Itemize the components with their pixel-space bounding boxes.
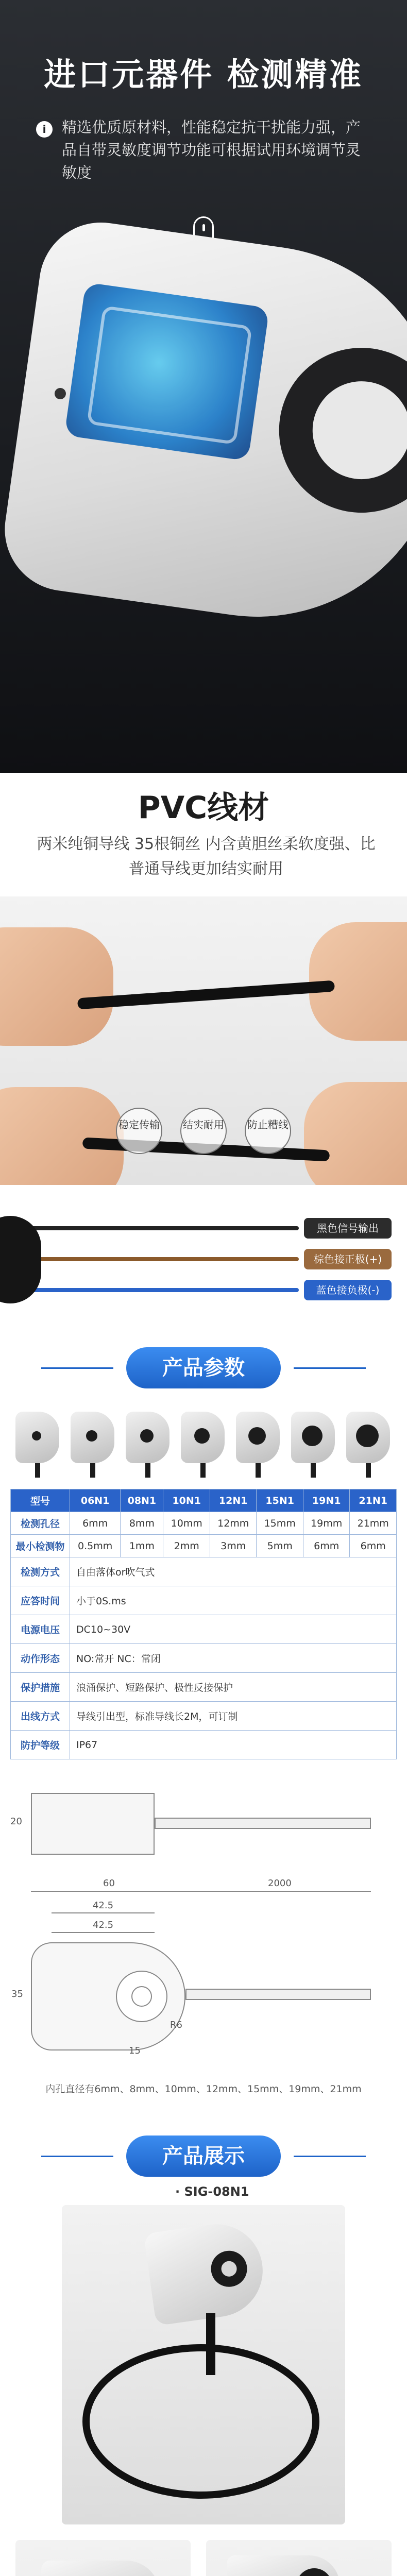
- params-header: [0, 1340, 407, 1396]
- table-row: [11, 1673, 397, 1702]
- wire-black: [10, 1226, 299, 1230]
- table-key: 防护等级: [11, 1731, 70, 1759]
- table-cell: 19mm: [303, 1512, 349, 1535]
- feature-badge: 结实耐用: [180, 1108, 227, 1154]
- table-cell: 8mm: [121, 1512, 163, 1535]
- table-key: 应答时间: [11, 1586, 70, 1615]
- cable-image: [206, 2313, 215, 2375]
- wire-blue: [10, 1288, 299, 1292]
- table-key: 出线方式: [11, 1702, 70, 1731]
- table-cell: 6mm: [350, 1535, 397, 1557]
- model-images: [15, 1396, 392, 1484]
- table-row: [11, 1512, 397, 1535]
- section-title: 产品展示: [126, 2136, 281, 2177]
- table-key: 电源电压: [11, 1615, 70, 1644]
- cable-image: [77, 980, 335, 1010]
- params-section: [0, 1396, 407, 2128]
- table-cell: 10N1: [163, 1489, 210, 1512]
- dim-label: 35: [11, 1989, 23, 1999]
- model-image: [181, 1412, 225, 1473]
- table-key: 型号: [11, 1489, 70, 1512]
- table-key: 最小检测物: [11, 1535, 70, 1557]
- dimension-drawing: [0, 1777, 407, 2107]
- top-view-cable: [185, 1989, 371, 2000]
- pcb-graphic: [64, 282, 269, 461]
- sensor-hole-ring: [268, 337, 407, 523]
- product-photo-left: [15, 2540, 191, 2576]
- table-cell: 导线引出型，标准导线长2M，可订制: [70, 1702, 397, 1731]
- cable-coil: [82, 2344, 319, 2499]
- side-view-body: [31, 1793, 155, 1855]
- table-row: [11, 1702, 397, 1731]
- table-cell: 19N1: [303, 1489, 349, 1512]
- table-cell: 08N1: [121, 1489, 163, 1512]
- model-image: [71, 1412, 114, 1473]
- cable-pull-photo: [0, 896, 407, 1185]
- model-image: [236, 1412, 280, 1473]
- table-row: [11, 1489, 397, 1512]
- table-row: [11, 1557, 397, 1586]
- table-key: 检测方式: [11, 1557, 70, 1586]
- wire-diagram: [0, 1195, 407, 1329]
- indicator-dot: [54, 387, 67, 400]
- dim-line: [185, 1891, 371, 1892]
- product-image: [144, 2218, 269, 2326]
- table-cell: 5mm: [257, 1535, 303, 1557]
- sensor-product-image: [0, 214, 407, 640]
- model-image: [291, 1412, 335, 1473]
- table-row: [11, 1731, 397, 1759]
- table-key: 保护措施: [11, 1673, 70, 1702]
- model-image: [15, 1412, 59, 1473]
- hand-image: [304, 1082, 407, 1185]
- table-cell: 6mm: [70, 1512, 121, 1535]
- table-cell: 6mm: [303, 1535, 349, 1557]
- wire-label-blue: 蓝色接负极(-): [304, 1280, 392, 1300]
- table-cell: IP67: [70, 1731, 397, 1759]
- dimension-note: 内孔直径有6mm、8mm、10mm、12mm、15mm、19mm、21mm: [45, 2083, 362, 2095]
- feature-badge: 防止糟线: [245, 1108, 291, 1154]
- top-view-hole-inner: [131, 1986, 152, 2007]
- info-icon: i: [36, 121, 53, 138]
- table-row: [11, 1535, 397, 1557]
- dim-label: 2000: [268, 1878, 292, 1889]
- product-image: [41, 2561, 160, 2576]
- dim-line: [31, 1891, 185, 1892]
- divider: [41, 1367, 113, 1369]
- sensor-hole: [306, 375, 407, 486]
- product-sku: · SIG-08N1: [175, 2184, 249, 2199]
- table-cell: 3mm: [210, 1535, 256, 1557]
- table-cell: 2mm: [163, 1535, 210, 1557]
- table-cell: DC10~30V: [70, 1615, 397, 1644]
- display-header: [0, 2128, 407, 2184]
- divider: [41, 2156, 113, 2157]
- hero-title: 进口元器件 检测精准: [44, 56, 363, 93]
- table-cell: 21N1: [350, 1489, 397, 1512]
- table-cell: 自由落体or吹气式: [70, 1557, 397, 1586]
- dim-label: 42.5: [93, 1900, 114, 1911]
- product-photo-main: [62, 2205, 345, 2524]
- dim-label: 20: [10, 1816, 22, 1827]
- dim-label: 15: [129, 2045, 141, 2056]
- model-image: [346, 1412, 390, 1473]
- table-cell: 浪涌保护、短路保护、极性反接保护: [70, 1673, 397, 1702]
- table-cell: 1mm: [121, 1535, 163, 1557]
- divider: [294, 1367, 366, 1369]
- model-image: [126, 1412, 169, 1473]
- hand-image: [0, 1087, 124, 1185]
- table-key: 动作形态: [11, 1644, 70, 1673]
- side-view-cable: [155, 1818, 371, 1829]
- divider: [294, 2156, 366, 2157]
- dim-line: [52, 1912, 155, 1913]
- display-section: [0, 2184, 407, 2576]
- table-row: [11, 1644, 397, 1673]
- dim-label: 42.5: [93, 1920, 114, 1930]
- table-cell: 0.5mm: [70, 1535, 121, 1557]
- dim-label: R6: [170, 2020, 182, 2030]
- table-cell: 06N1: [70, 1489, 121, 1512]
- product-photo-right: [206, 2540, 392, 2576]
- dim-label: 60: [103, 1878, 115, 1889]
- feature-badge: 稳定传输: [116, 1108, 162, 1154]
- hand-image: [0, 927, 113, 1046]
- hero-section: [0, 0, 407, 773]
- table-cell: 21mm: [350, 1512, 397, 1535]
- wire-label-black: 黑色信号输出: [304, 1218, 392, 1239]
- table-cell: 小于0S.ms: [70, 1586, 397, 1615]
- hero-description: 精选优质原材料，性能稳定抗干扰能力强，产品自带灵敏度调节功能可根据试用环境调节灵敏度: [62, 118, 361, 181]
- pvc-description: 两米纯铜导线 35根铜丝 内含黄胆丝柔软度强、比普通导线更加结实耐用: [37, 835, 376, 878]
- table-cell: NO:常开 NC：常闭: [70, 1644, 397, 1673]
- wire-label-brown: 棕色接正极(+): [304, 1249, 392, 1269]
- cable-end-image: [0, 1216, 41, 1303]
- spec-table: [10, 1489, 397, 1759]
- table-cell: 10mm: [163, 1512, 210, 1535]
- section-title: 产品参数: [126, 1347, 281, 1388]
- table-cell: 15mm: [257, 1512, 303, 1535]
- table-cell: 12N1: [210, 1489, 256, 1512]
- table-key: 检测孔径: [11, 1512, 70, 1535]
- table-row: [11, 1586, 397, 1615]
- pvc-title: PVC线材: [138, 790, 269, 826]
- product-image: [227, 2555, 340, 2576]
- table-row: [11, 1615, 397, 1644]
- dim-line: [52, 1932, 155, 1933]
- pvc-section: [0, 773, 407, 1340]
- table-cell: 15N1: [257, 1489, 303, 1512]
- table-cell: 12mm: [210, 1512, 256, 1535]
- wire-brown: [10, 1257, 299, 1261]
